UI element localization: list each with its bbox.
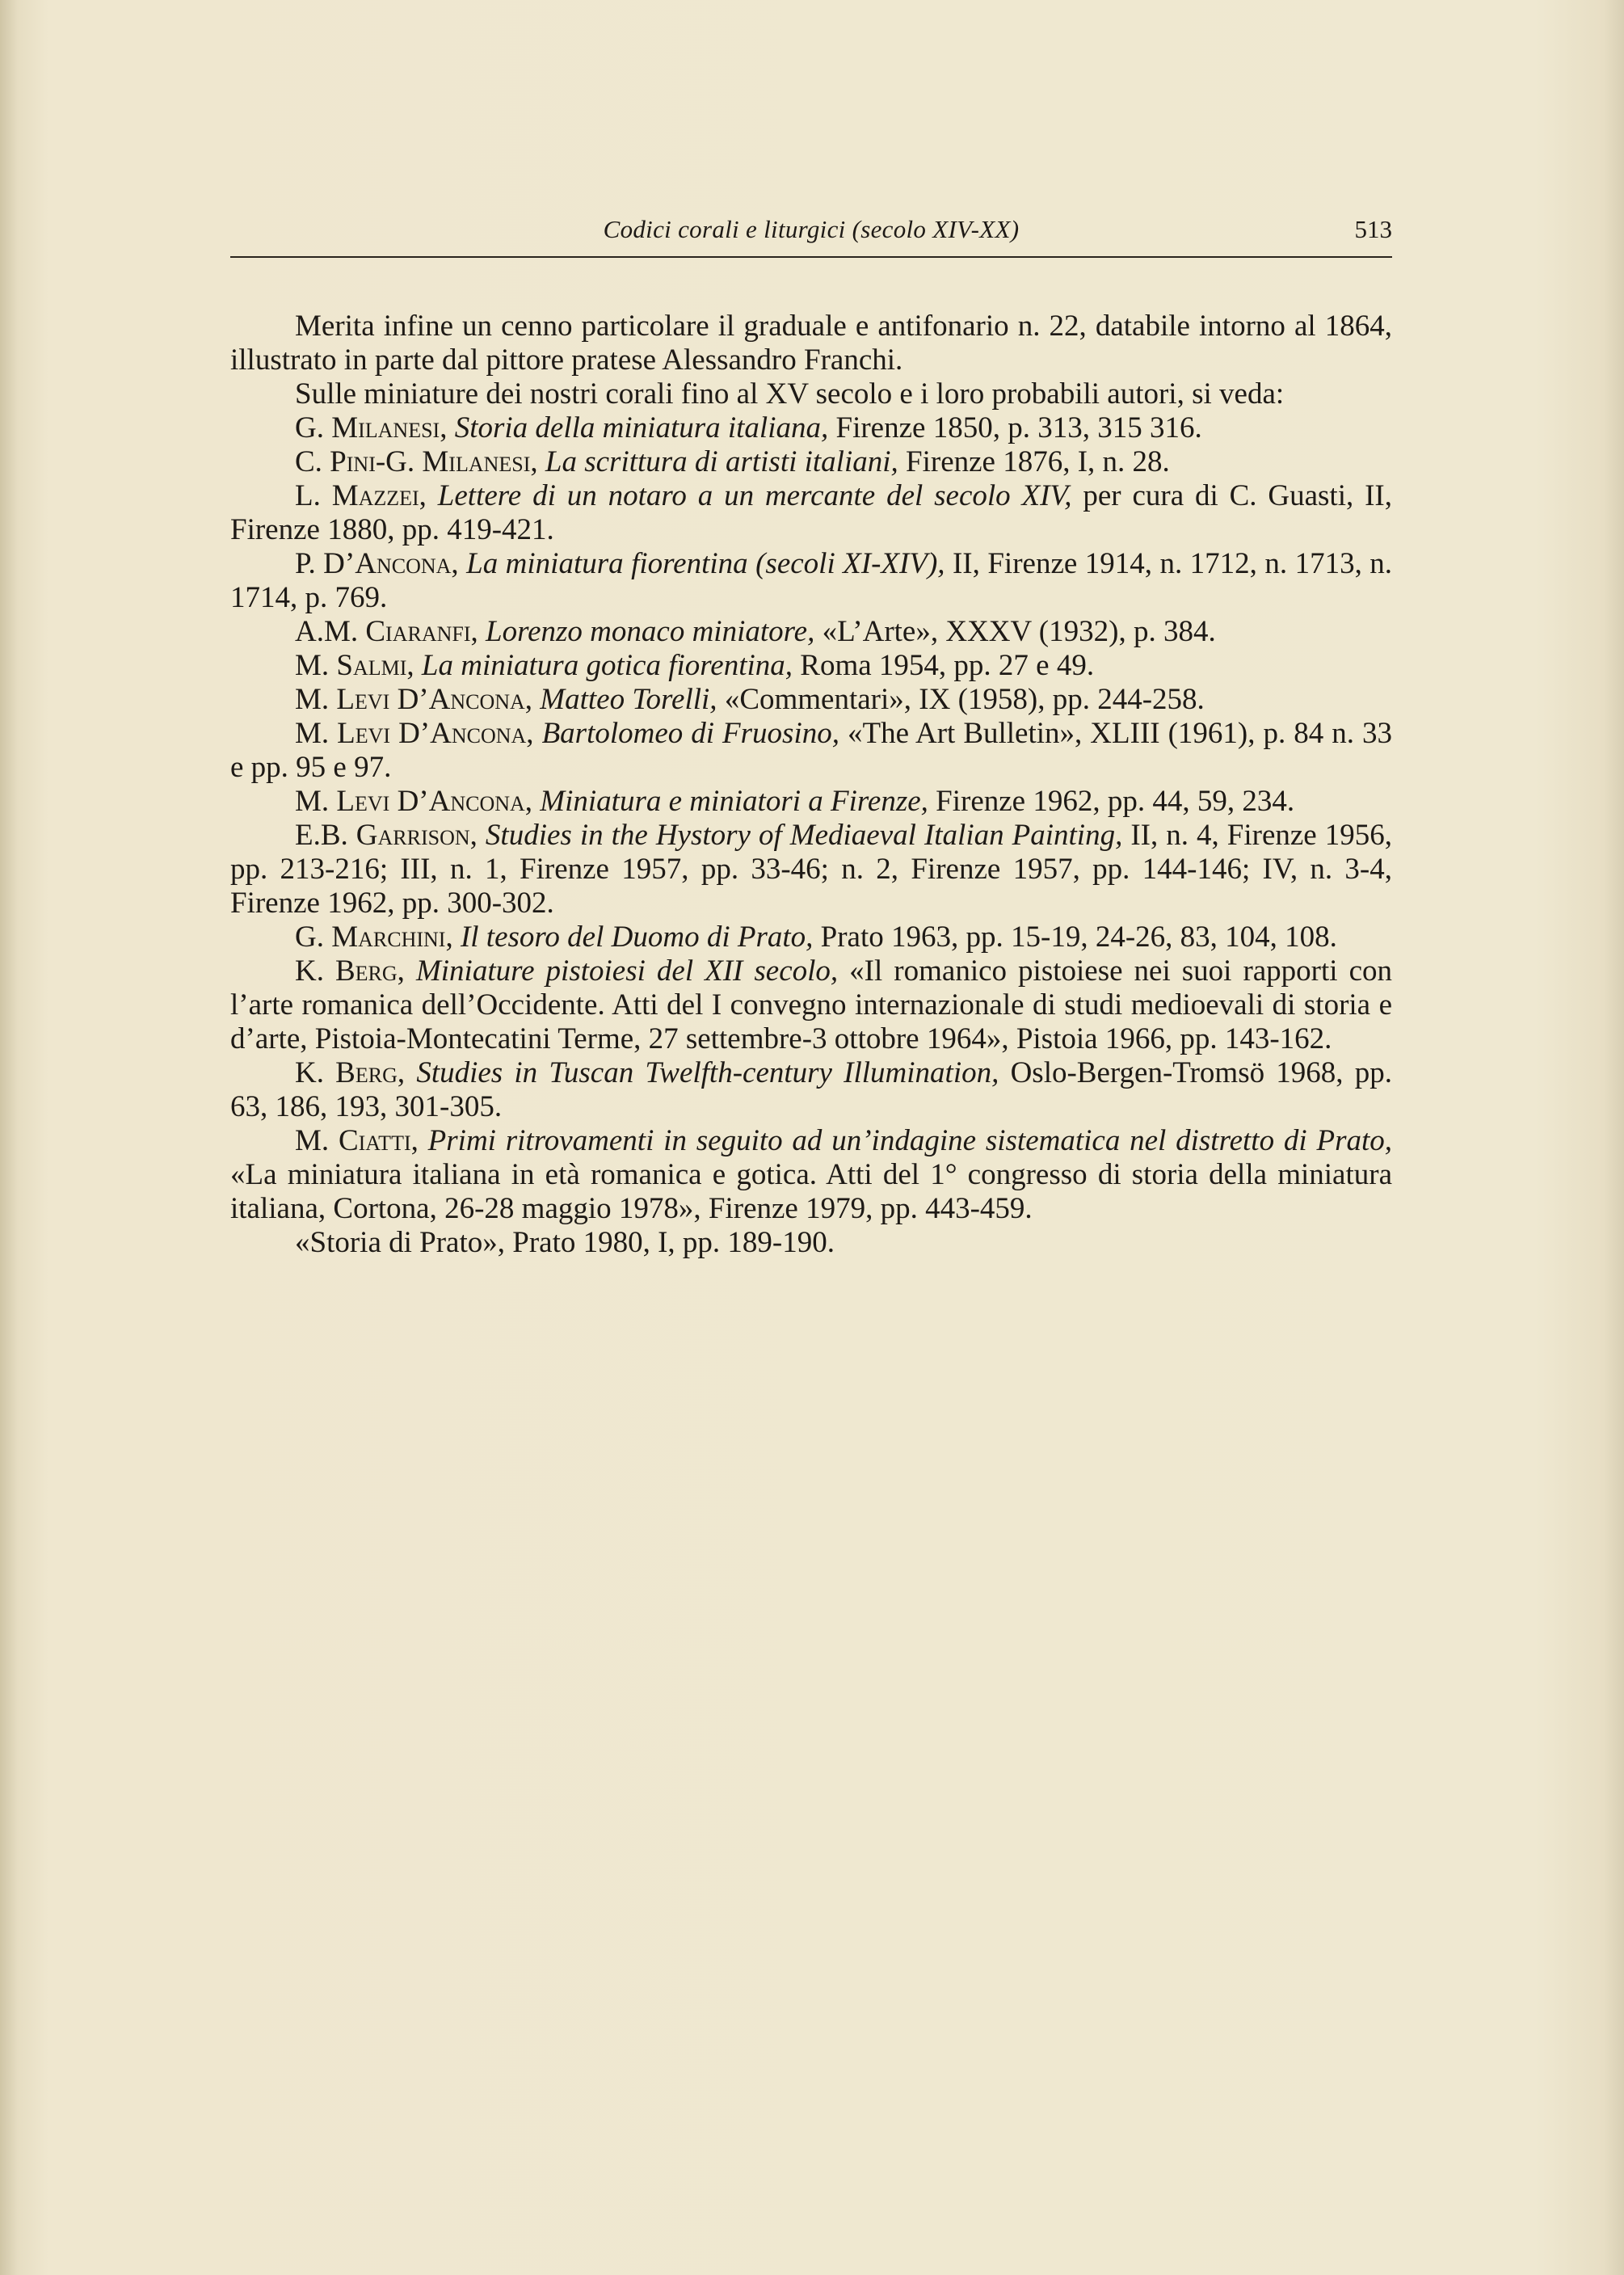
reference-details: II, Firenze 1914, n. 1712, n. 1713, n. 1714, p. 769. [230, 547, 1393, 614]
reference-details: «Il romanico pistoiese nei suoi rapporti con l’arte romanica dell’Occidente. Atti del I convegno internazionale di studi medioevali di storia e d’arte, Pistoia-Montecatini Terme, 27 settembre-3 ottobre 1964», Pistoia 1966, pp. 143-162. [230, 954, 1393, 1055]
reference-title: Studies in the Hystory of Mediaeval Italian Painting, [485, 819, 1123, 852]
reference-entry [230, 954, 1392, 1056]
intro-paragraph: Merita infine un cenno particolare il graduale e antifonario n. 22, databile intorno al 1864, illustrato in parte dal pittore pratese Alessandro Franchi. [230, 310, 1392, 377]
reference-details: per cura di C. Guasti, II, Firenze 1880, pp. 419-421. [230, 479, 1392, 546]
reference-details: II, n. 4, Firenze 1956, pp. 213-216; III, n. 1, Firenze 1957, pp. 33-46; n. 2, Firenze 1957, pp. 144-146; IV, n. 3-4, Firenze 1962, pp. 300-302. [230, 819, 1392, 920]
reference-title: Matteo Torelli, [540, 683, 717, 716]
reference-author: M. Levi D’Ancona, [295, 683, 533, 716]
reference-title: La miniatura gotica fiorentina, [421, 649, 793, 682]
page-body [230, 310, 1392, 1260]
reference-title: Lorenzo monaco miniatore, [486, 615, 815, 648]
reference-details: Oslo-Bergen-Tromsö 1968, pp. 63, 186, 193, 301-305. [230, 1056, 1392, 1123]
reference-entry [230, 1056, 1392, 1124]
reference-details: «L’Arte», XXXV (1932), p. 384. [814, 615, 1216, 648]
reference-title: Miniature pistoiesi del XII secolo, [415, 954, 839, 988]
reference-entry [230, 785, 1392, 819]
reference-entry [230, 717, 1392, 785]
reference-author: L. Mazzei, [295, 479, 427, 512]
reference-entry [230, 615, 1392, 649]
reference-author: P. D’Ancona, [295, 547, 459, 580]
reference-author: K. Berg, [295, 954, 405, 988]
reference-author: M. Salmi, [295, 649, 414, 682]
reference-title: Lettere di un notaro a un mercante del secolo XIV, [437, 479, 1072, 512]
reference-details: «Storia di Prato», Prato 1980, I, pp. 189-190. [295, 1226, 835, 1259]
header-rule [230, 256, 1392, 258]
reference-author: K. Berg, [295, 1056, 406, 1089]
reference-entry [230, 1124, 1392, 1226]
reference-details: Firenze 1962, pp. 44, 59, 234. [928, 785, 1295, 818]
reference-title: La scrittura di artisti italiani, [545, 445, 898, 478]
reference-author: C. Pini-G. Milanesi, [295, 445, 538, 478]
reference-details: Firenze 1850, p. 313, 315 316. [828, 411, 1202, 444]
reference-entry [230, 1226, 1392, 1260]
intro-paragraph: Sulle miniature dei nostri corali fino al XV secolo e i loro probabili autori, si veda: [295, 377, 1285, 411]
reference-entry [230, 411, 1392, 445]
reference-title: Il tesoro del Duomo di Prato, [460, 921, 814, 954]
reference-author: A.M. Ciaranfi, [295, 615, 478, 648]
page-number: 513 [1354, 215, 1392, 243]
running-title: Codici corali e liturgici (secolo XIV-XX) [603, 215, 1020, 243]
reference-details: Prato 1963, pp. 15-19, 24-26, 83, 104, 108. [813, 921, 1337, 954]
reference-author: M. Levi D’Ancona, [295, 785, 533, 818]
reference-entry [230, 445, 1392, 479]
reference-title: Storia della miniatura italiana, [454, 411, 829, 444]
reference-title: Studies in Tuscan Twelfth-century Illumination, [416, 1056, 999, 1089]
reference-details: «Commentari», IX (1958), pp. 244-258. [717, 683, 1205, 716]
reference-details: «La miniatura italiana in età romanica e gotica. Atti del 1° congresso di storia della miniatura italiana, Cortona, 26-28 maggio 1978», Firenze 1979, pp. 443-459. [230, 1158, 1392, 1225]
reference-author: M. Levi D’Ancona, [295, 717, 534, 750]
reference-author: G. Marchini, [295, 921, 453, 954]
reference-title: La miniatura fiorentina (secoli XI-XIV), [466, 547, 945, 580]
reference-author: M. Ciatti, [295, 1124, 419, 1157]
reference-author: G. Milanesi, [295, 411, 448, 444]
running-header [230, 209, 1392, 254]
reference-entry [230, 921, 1392, 954]
reference-entry [230, 479, 1392, 547]
reference-entry [230, 683, 1392, 717]
reference-title: Primi ritrovamenti in seguito ad un’indagine sistematica nel distretto di Prato, [427, 1124, 1393, 1157]
reference-entry [230, 649, 1392, 683]
reference-title: Miniatura e miniatori a Firenze, [540, 785, 928, 818]
reference-entry [230, 819, 1392, 921]
reference-entry [230, 547, 1392, 615]
reference-details: Roma 1954, pp. 27 e 49. [793, 649, 1095, 682]
reference-details: Firenze 1876, I, n. 28. [898, 445, 1170, 478]
reference-author: E.B. Garrison, [295, 819, 478, 852]
reference-title: Bartolomeo di Fruosino, [541, 717, 839, 750]
reference-details: «The Art Bulletin», XLIII (1961), p. 84 n. 33 e pp. 95 e 97. [230, 717, 1393, 784]
